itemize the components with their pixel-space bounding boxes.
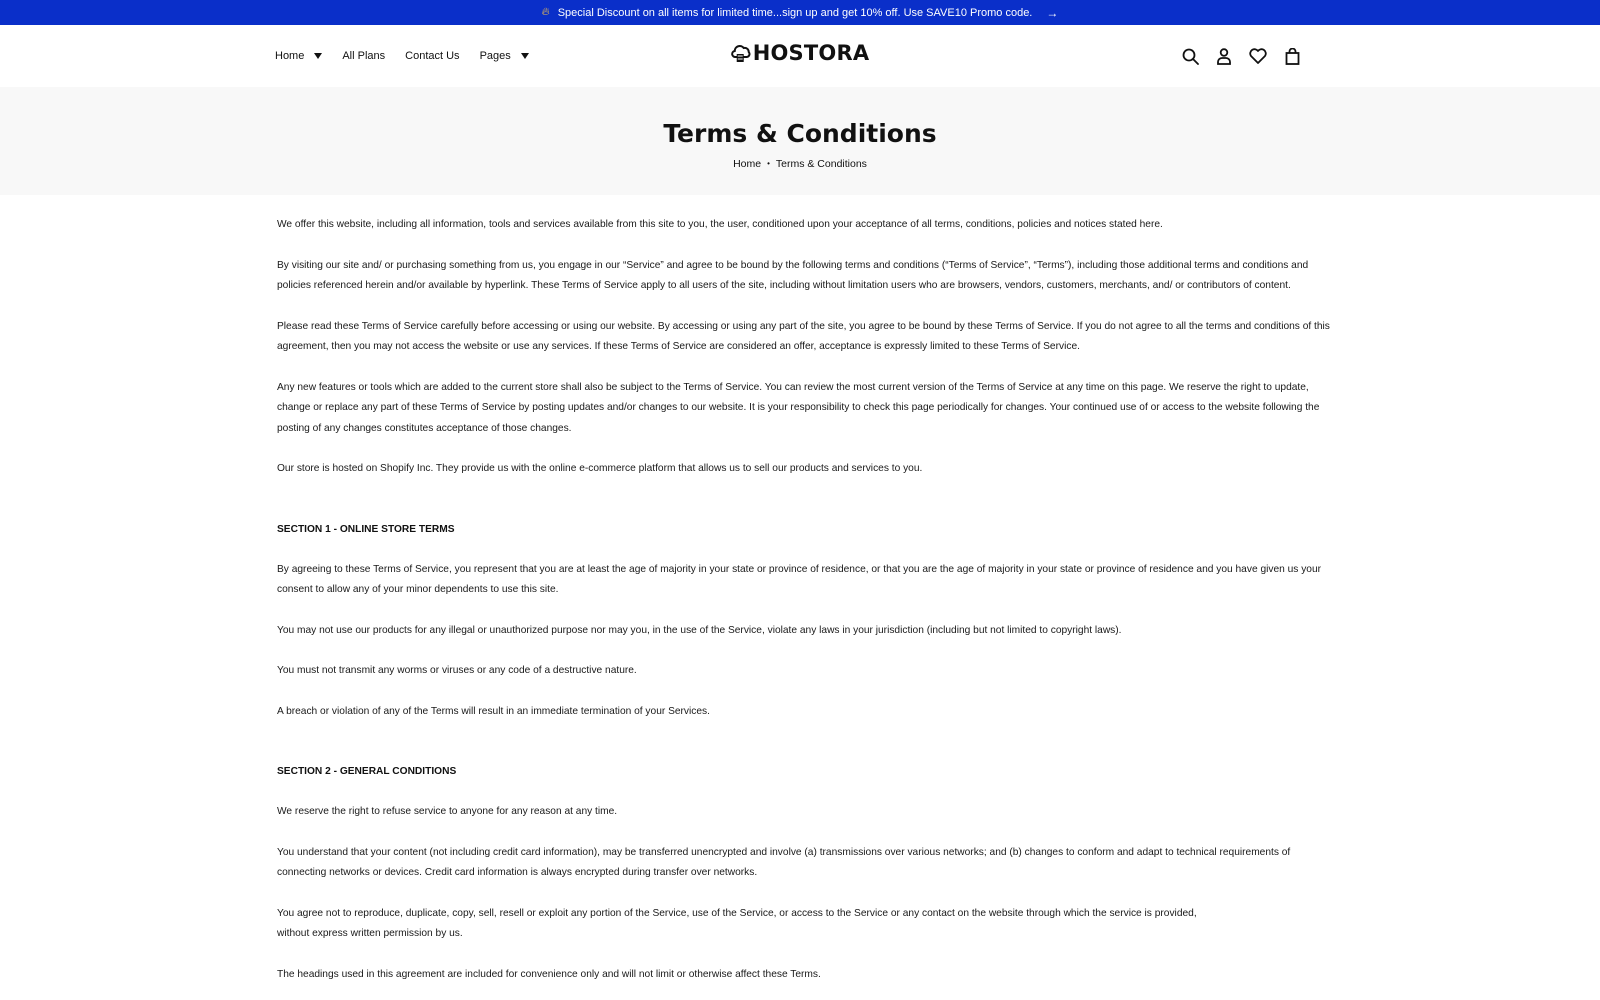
nav-contact-us-label: Contact Us (405, 50, 460, 62)
intro-paragraph: We offer this website, including all information, tools and services available from this site to you, the user, conditioned upon your acceptance of all terms, conditions, policies and notices stated here. (277, 219, 1163, 230)
search-icon[interactable] (1180, 46, 1200, 66)
breadcrumb-current: Terms & Conditions (775, 157, 867, 170)
intro-paragraph: Any new features or tools which are added to the current store shall also be subject to the Terms of Service. You can review the most current version of the Terms of Service at any time on this page. We reserve the right to update, change or replace any part of these Terms of Service by posting updates and/or changes to our website. It is your responsibility to check this page periodically for changes. Your continued use of or access to the website following the posting of any changes constitutes acceptance of those changes. (277, 381, 1320, 434)
section-heading: SECTION 1 - ONLINE STORE TERMS (277, 523, 455, 535)
site-logo[interactable] (731, 41, 870, 65)
terms-content (0, 195, 1330, 985)
caret-down-icon[interactable] (521, 53, 529, 59)
logo-text: HOSTORA (752, 41, 870, 65)
announcement-text: Special Discount on all items for limited time...sign up and get 10% off. Use SAVE10 Promo code. (557, 6, 1033, 19)
section-paragraph: A breach or violation of any of the Terms will result in an immediate termination of your Services. (277, 705, 710, 717)
flame-icon: 🔥︎ (541, 6, 550, 18)
heart-icon[interactable] (1248, 46, 1268, 66)
main-nav (275, 25, 529, 87)
page-banner (0, 87, 1600, 195)
nav-pages-label: Pages (479, 50, 511, 62)
section-paragraph: By agreeing to these Terms of Service, you represent that you are at least the age of majority in your state or province of residence, or that you are the age of majority in your state or province of residence and you have given us your consent to allow any of your minor dependents to use this site. (277, 563, 1322, 595)
nav-pages[interactable] (480, 50, 529, 62)
nav-home[interactable] (275, 50, 322, 62)
page-title: Terms & Conditions (663, 118, 937, 148)
intro-paragraph: Our store is hosted on Shopify Inc. They provide us with the online e-commerce platform that allows us to sell our products and services to you. (277, 463, 923, 474)
account-icon[interactable] (1214, 46, 1234, 66)
section-paragraph: You may not use our products for any illegal or unauthorized purpose nor may you, in the use of the Service, violate any laws in your jurisdiction (including but not limited to copyright laws). (277, 624, 1122, 636)
section-paragraph: You must not transmit any worms or viruses or any code of a destructive nature. (277, 665, 637, 676)
section-paragraph: The headings used in this agreement are included for convenience only and will not limit or otherwise affect these Terms. (277, 968, 821, 980)
section-paragraph: We reserve the right to refuse service to anyone for any reason at any time. (277, 806, 618, 817)
breadcrumb-home-link[interactable]: Home (733, 157, 762, 170)
breadcrumb-separator: • (767, 159, 770, 168)
section-heading: SECTION 2 - GENERAL CONDITIONS (277, 766, 457, 777)
section-paragraph: You agree not to reproduce, duplicate, copy, sell, resell or exploit any portion of the Service, use of the Service, or access to the Service or any contact on the website through which the service is provided, without express written permission by us. (277, 907, 1197, 939)
nav-contact-us[interactable] (405, 50, 459, 62)
announcement-bar[interactable] (0, 0, 1600, 25)
intro-paragraph: Please read these Terms of Service carefully before accessing or using our website. By accessing or using any part of the site, you agree to be bound by these Terms of Service. If you do not agree to all the terms and conditions of this agreement, then you may not access the website or use any services. If these Terms of Service are considered an offer, acceptance is expressly limited to these Terms of Service. (277, 320, 1330, 352)
breadcrumb (733, 158, 867, 170)
site-header (0, 25, 1600, 87)
arrow-right-icon[interactable]: → (1046, 5, 1059, 20)
bag-icon[interactable] (1282, 46, 1302, 66)
cloud-server-icon (731, 42, 751, 64)
intro-paragraph: By visiting our site and/ or purchasing something from us, you engage in our “Service” and agree to be bound by the following terms and conditions (“Terms of Service”, “Terms”), including those additional terms and conditions and policies referenced herein and/or available by hyperlink. These Terms of Service apply to all users of the site, including without limitation users who are browsers, vendors, customers, merchants, and/ or contributors of content. (277, 259, 1309, 291)
caret-down-icon[interactable] (314, 53, 322, 59)
header-icons (1180, 25, 1302, 87)
section-paragraph: You understand that your content (not including credit card information), may be transferred unencrypted and involve (a) transmissions over various networks; and (b) changes to conform and adapt to technical requirements of connecting networks or devices. Credit card information is always encrypted during transfer over networks. (277, 846, 1291, 878)
nav-home-label: Home (275, 50, 305, 62)
nav-all-plans[interactable] (342, 50, 385, 62)
nav-all-plans-label: All Plans (342, 50, 386, 62)
